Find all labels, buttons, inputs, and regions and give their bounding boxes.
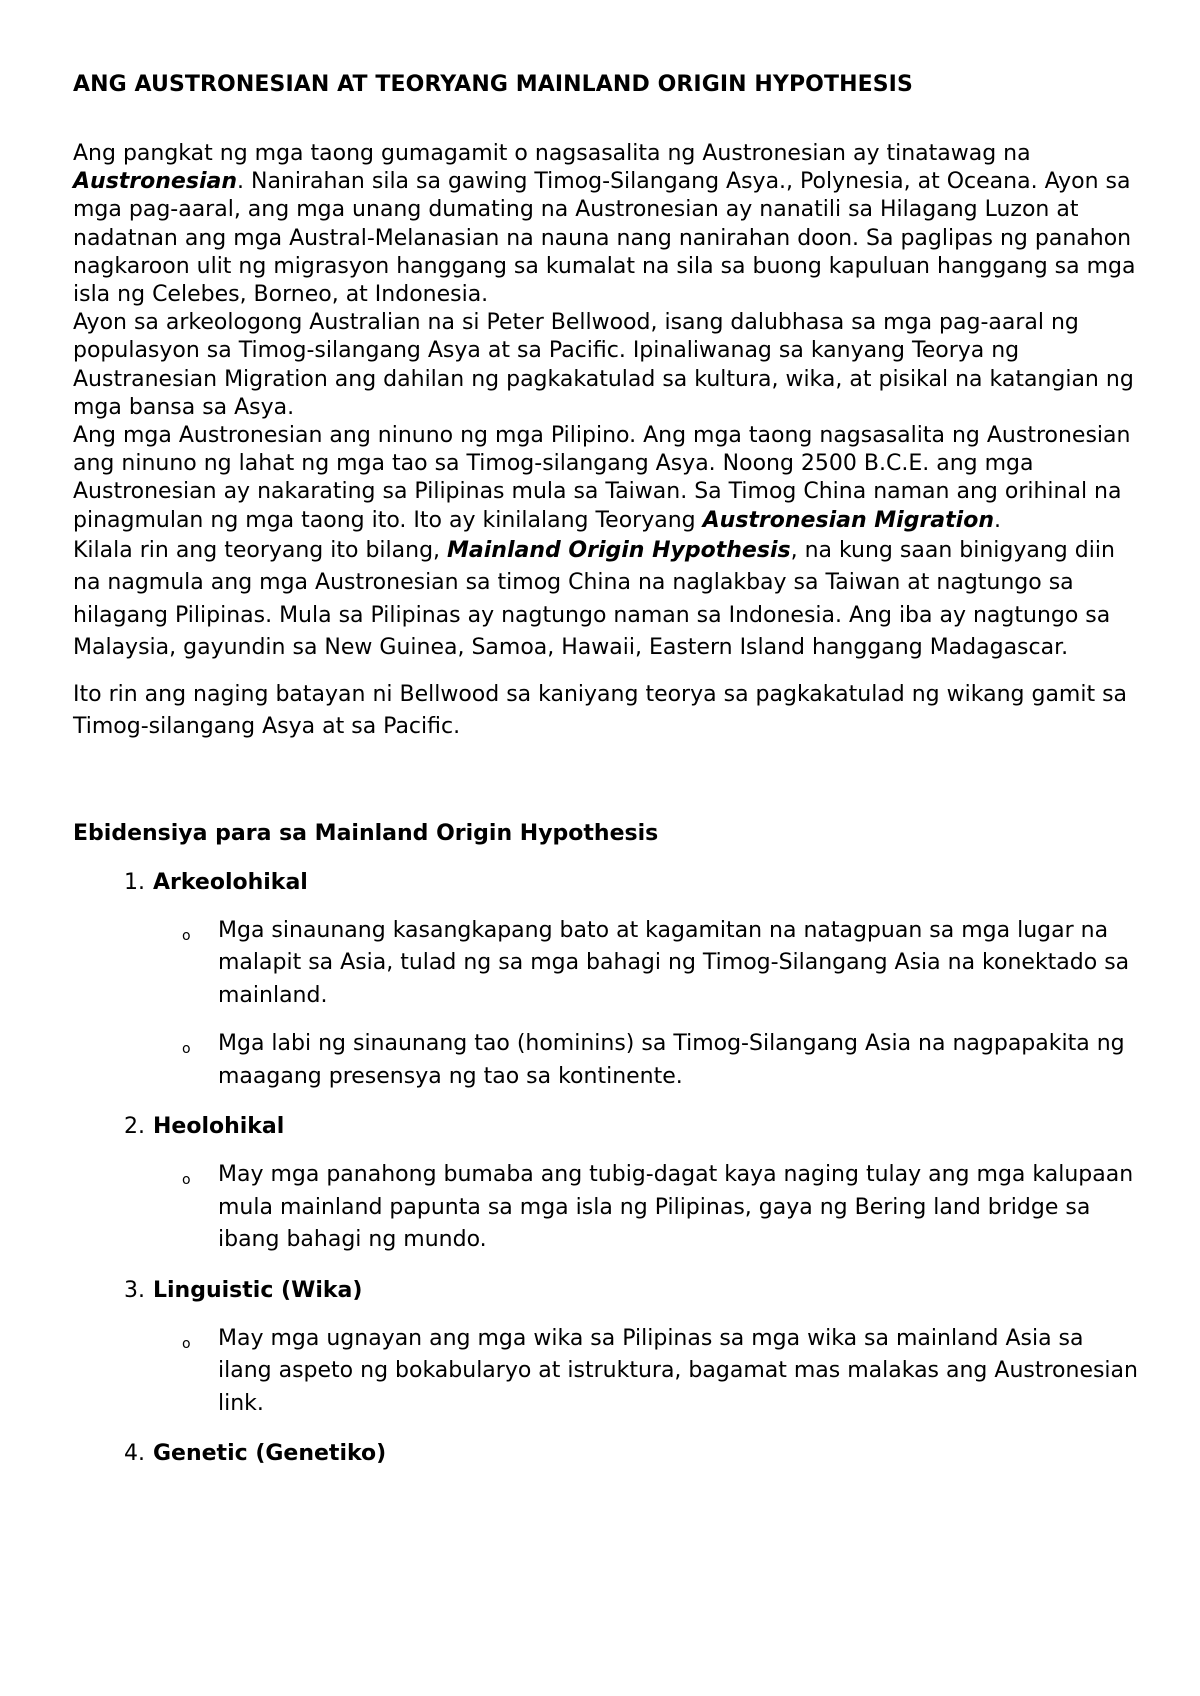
evidence-point-text: Mga labi ng sinaunang tao (hominins) sa Timog-Silangang Asia na nagpapakita ng maagang presensya ng tao sa kontinente. [218, 1031, 1125, 1089]
evidence-point [73, 1323, 1140, 1421]
circle-bullet-icon: o [182, 1041, 191, 1058]
evidence-list [73, 867, 1140, 1471]
evidence-item-label: Heolohikal [153, 1114, 285, 1140]
evidence-item [73, 867, 1140, 1094]
evidence-item-label: Genetic (Genetiko) [153, 1441, 387, 1467]
evidence-item-label: Linguistic (Wika) [153, 1277, 363, 1303]
evidence-point-text: May mga panahong bumaba ang tubig-dagat kaya naging tulay ang mga kalupaan mula mainland papunta sa mga isla ng Pilipinas, gaya ng Bering land bridge sa ibang bahagi ng mundo. [218, 1162, 1134, 1253]
evidence-item [73, 1275, 1140, 1421]
paragraph-1 [73, 140, 1140, 309]
evidence-item-number: 3. [124, 1277, 145, 1303]
circle-bullet-icon: o [182, 927, 191, 944]
evidence-item-label: Arkeolohikal [153, 869, 308, 895]
evidence-item-header [73, 1275, 1140, 1307]
evidence-heading: Ebidensiya para sa Mainland Origin Hypothesis [73, 820, 659, 846]
evidence-point [73, 1028, 1140, 1093]
paragraph-2: Ayon sa arkeologong Australian na si Peter Bellwood, isang dalubhasa sa mga pag-aaral ng populasyon sa Timog-silangang Asya at sa Pacific. Ipinaliwanag sa kanyang Teorya ng Austranesian Migration ang dahilan ng pagkakatulad sa kultura, wika, at pisikal na katangian ng mga bansa sa Asya. [73, 310, 1134, 420]
body-dense-block [73, 140, 1140, 535]
evidence-item-header [73, 867, 1140, 899]
paragraph-5: Ito rin ang naging batayan ni Bellwood sa kaniyang teorya sa pagkakatulad ng wikang gamit sa Timog-silangang Asya at sa Pacific. [73, 681, 1128, 740]
evidence-item-header [73, 1111, 1140, 1143]
evidence-points [73, 1159, 1140, 1257]
evidence-item-header [73, 1438, 1140, 1470]
paragraph-4-text: Kilala rin ang teoryang ito bilang, [73, 537, 448, 563]
evidence-point-text: Mga sinaunang kasangkapang bato at kagamitan na natagpuan sa mga lugar na malapit sa Asia, tulad ng sa mga bahagi ng Timog-Silangang Asia na konektado sa mainland. [218, 917, 1130, 1008]
paragraph-1-text-end: . Nanirahan sila sa gawing Timog-Silangang Asya., Polynesia, at Oceana. Ayon sa mga pag-aaral, ang mga unang dumating na Austronesian ay nanatili sa Hilagang Luzon at nadatnan ang mga Austral-Melanasian na nauna nang nanirahan doon. Sa paglipas ng panahon nagkaroon ulit ng migrasyon hanggang sa kumalat na sila sa buong kapuluan hanggang sa mga isla ng Celebes, Borneo, at Indonesia. [73, 169, 1136, 308]
circle-bullet-icon: o [182, 1335, 191, 1352]
body-loose-block [73, 535, 1140, 744]
paragraph-4-text-end: , na kung saan binigyang diin na nagmula ang mga Austronesian sa timog China na naglakbay sa Taiwan at nagtungo sa hilagang Pilipinas. Mula sa Pilipinas ay nagtungo naman sa Indonesia. Ang iba ay nagtungo sa Malaysia, gayundin sa New Guinea, Samoa, Hawaii, Eastern Island hanggang Madagascar. [73, 537, 1115, 661]
evidence-point-text: May mga ugnayan ang mga wika sa Pilipinas sa mga wika sa mainland Asia sa ilang aspeto ng bokabularyo at istruktura, bagamat mas malakas ang Austronesian link. [218, 1325, 1138, 1416]
paragraph-3-emphasis: Austronesian Migration [702, 507, 994, 533]
evidence-point [73, 915, 1140, 1013]
paragraph-3 [73, 422, 1140, 535]
evidence-points [73, 915, 1140, 1094]
evidence-points [73, 1323, 1140, 1421]
evidence-item [73, 1111, 1140, 1257]
evidence-item-number: 1. [124, 869, 145, 895]
paragraph-3-text: Ang mga Austronesian ang ninuno ng mga Pilipino. Ang mga taong nagsasalita ng Austronesian ang ninuno ng lahat ng mga tao sa Timog-silangang Asya. Noong 2500 B.C.E. ang mga Austronesian ay nakarating sa Pilipinas mula sa Taiwan. Sa Timog China naman ang orihinal na pinagmulan ng mga taong ito. Ito ay kinilalang Teoryang [73, 423, 1131, 533]
evidence-item-number: 4. [124, 1441, 145, 1467]
evidence-point [73, 1159, 1140, 1257]
paragraph-1-emphasis: Austronesian [73, 169, 237, 195]
paragraph-3-text-end: . [994, 507, 1001, 533]
paragraph-4 [73, 535, 1140, 665]
paragraph-1-text: Ang pangkat ng mga taong gumagamit o nagsasalita ng Austronesian ay tinatawag na [73, 141, 1031, 166]
paragraph-4-emphasis: Mainland Origin Hypothesis [447, 537, 791, 563]
document-title: ANG AUSTRONESIAN AT TEORYANG MAINLAND ORIGIN HYPOTHESIS [73, 72, 913, 97]
evidence-item-number: 2. [124, 1114, 145, 1140]
circle-bullet-icon: o [182, 1172, 191, 1189]
evidence-item [73, 1438, 1140, 1470]
